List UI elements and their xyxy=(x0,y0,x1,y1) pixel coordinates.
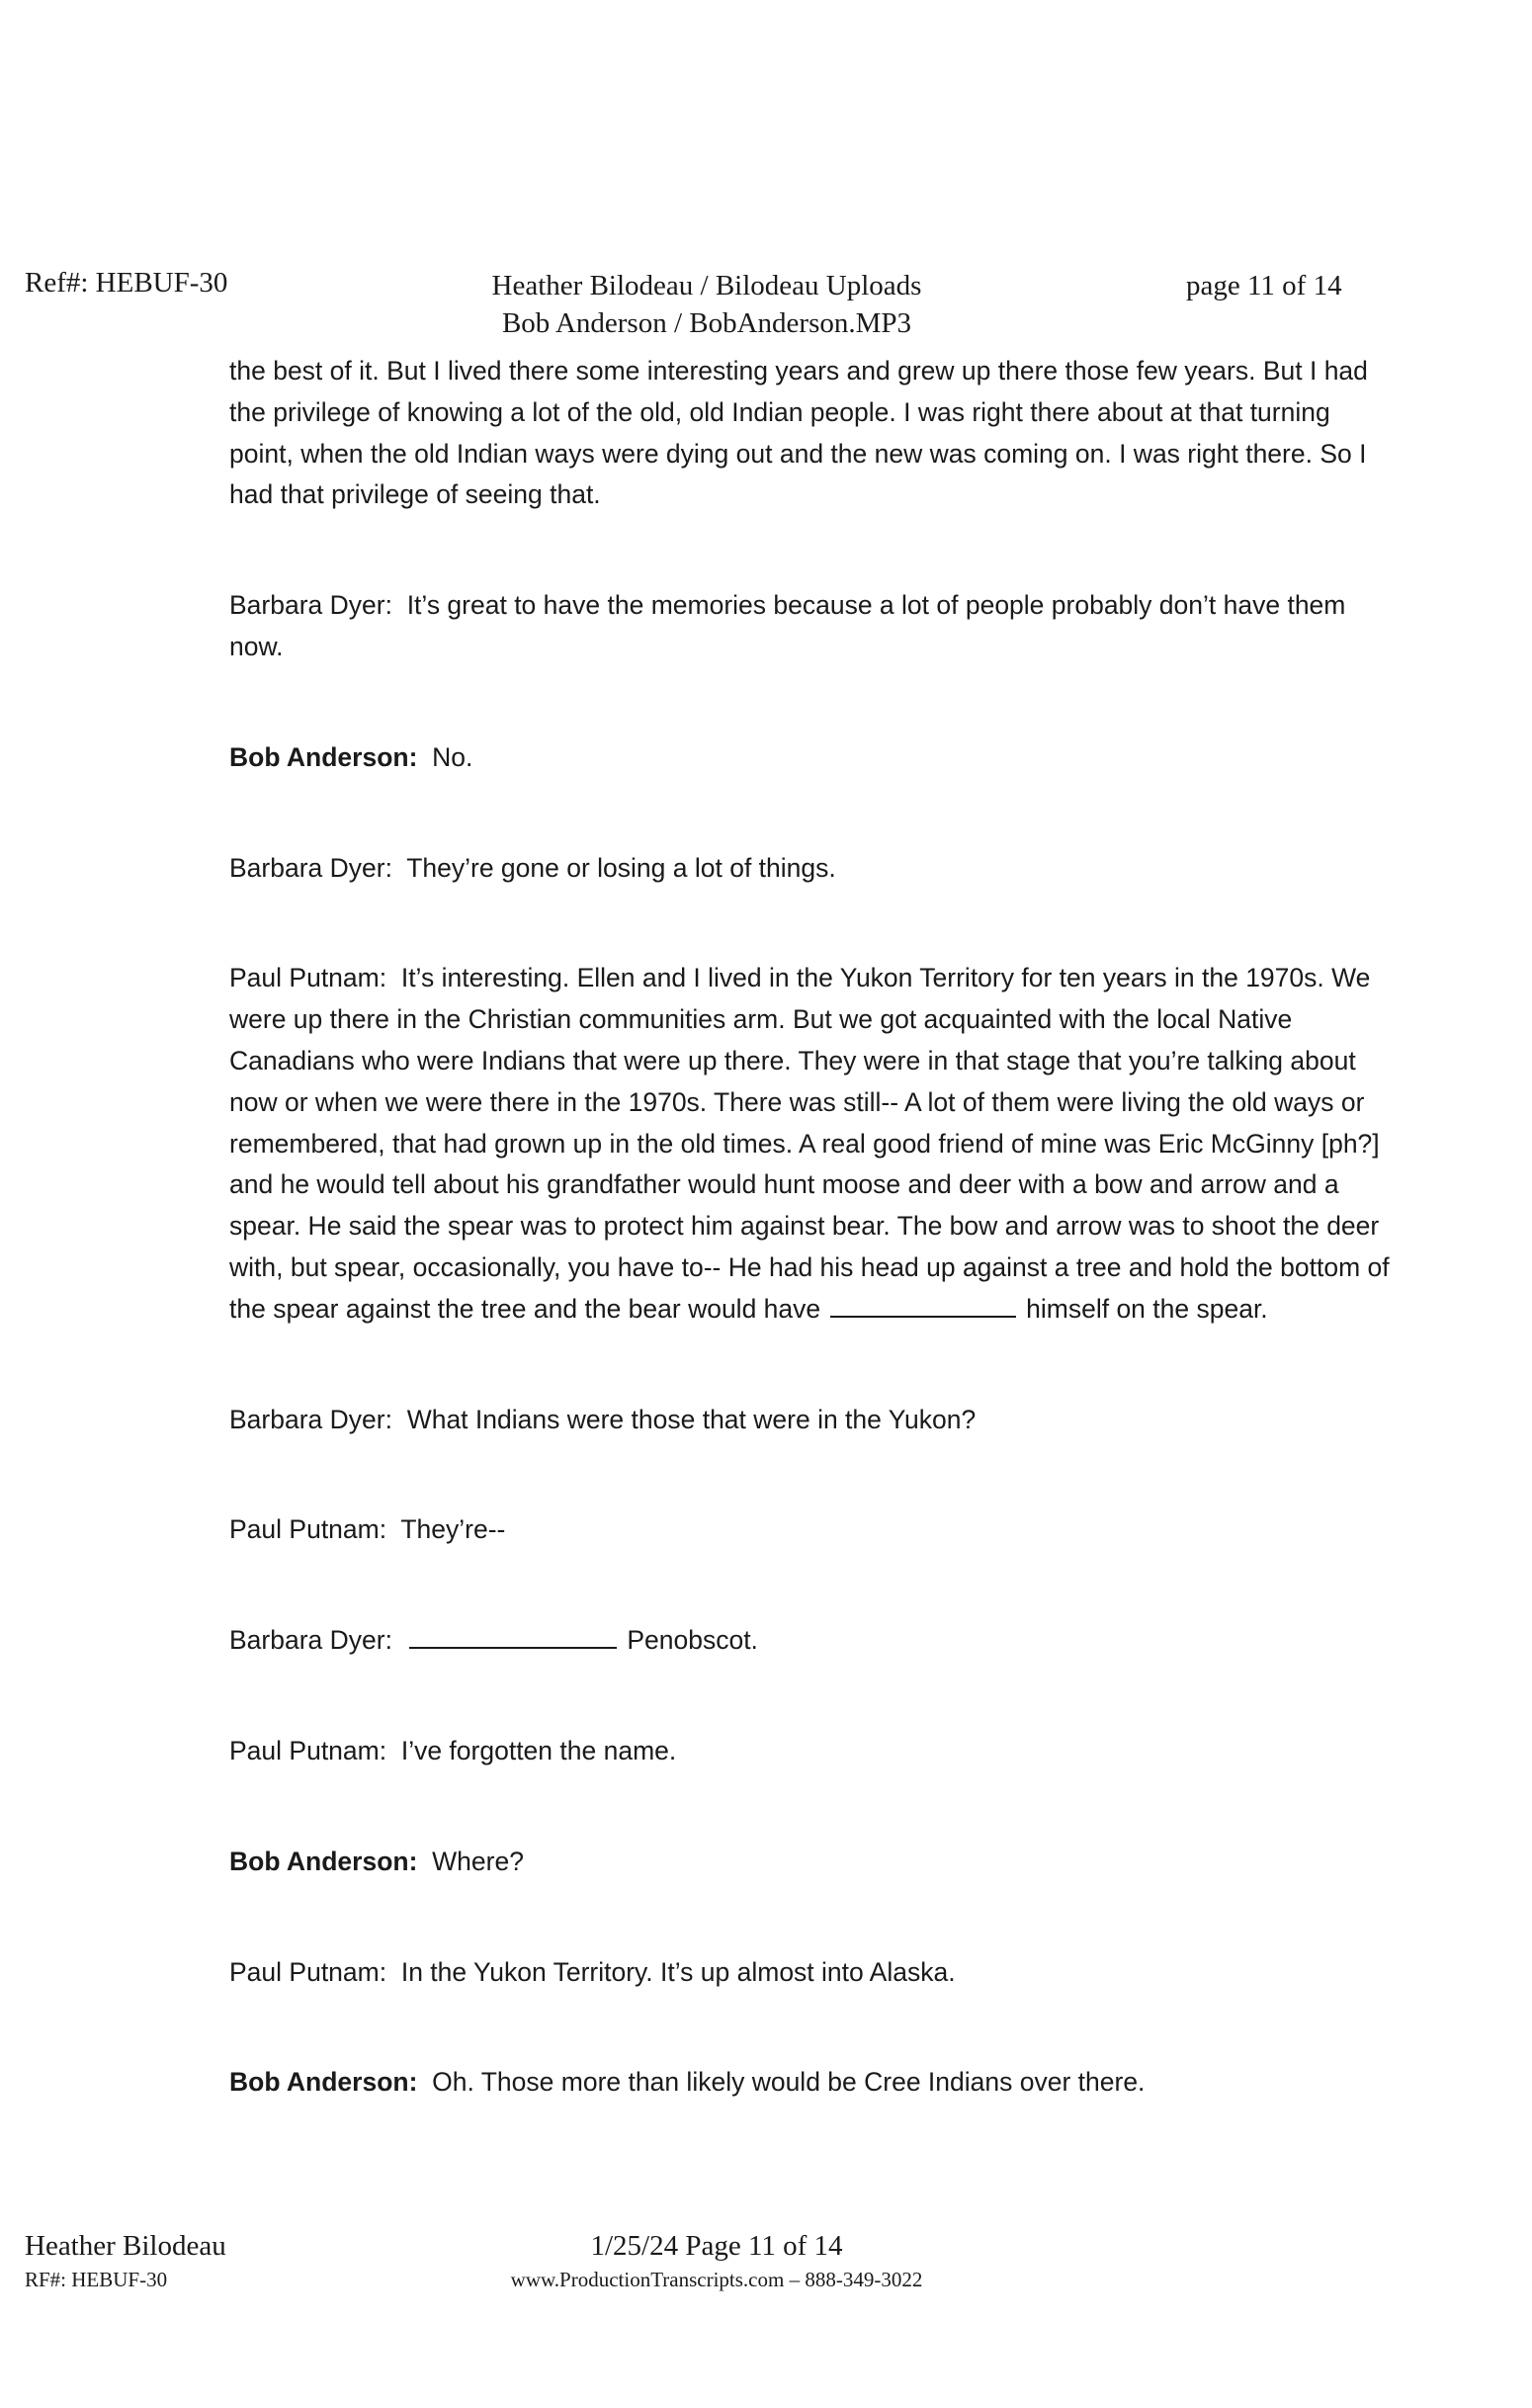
transcript-paragraph xyxy=(229,351,1396,516)
inaudible-blank xyxy=(409,1646,617,1649)
paragraph-text: Oh. Those more than likely would be Cree Indians over there. xyxy=(432,2067,1146,2098)
paragraph-text: It’s great to have the memories because a lot of people probably don’t have them now. xyxy=(229,590,1346,661)
speaker-label: Paul Putnam: xyxy=(229,1514,387,1545)
speaker-label: Paul Putnam: xyxy=(229,1735,387,1765)
footer-center xyxy=(455,2229,979,2296)
transcript-paragraph xyxy=(229,1509,1396,1551)
transcript-body xyxy=(229,351,1396,2173)
header-title-line2: Bob Anderson / BobAnderson.MP3 xyxy=(501,307,912,339)
footer-left xyxy=(25,2229,226,2296)
speaker-label: Bob Anderson: xyxy=(229,1846,418,1876)
transcript-paragraph xyxy=(229,585,1396,668)
paragraph-text: the best of it. But I lived there some interesting years and grew up there those few years. But I had the privilege of knowing a lot of the old, old Indian people. I was right there about at that turning point, when the old Indian ways were dying out and the new was coming on. I was right there. So I had that privilege of seeing that. xyxy=(229,356,1368,510)
speaker-label: Paul Putnam: xyxy=(229,963,387,993)
paragraph-text: They’re gone or losing a lot of things. xyxy=(406,852,836,883)
paragraph-text: I’ve forgotten the name. xyxy=(400,1735,677,1765)
inaudible-blank xyxy=(830,1315,1016,1318)
transcript-paragraph xyxy=(229,1400,1396,1441)
paragraph-text: In the Yukon Territory. It’s up almost into Alaska. xyxy=(400,1956,956,1987)
footer-date-page: 1/25/24 Page 11 of 14 xyxy=(590,2230,843,2262)
transcript-paragraph xyxy=(229,958,1396,1330)
transcript-paragraph xyxy=(229,848,1396,890)
speaker-label: Bob Anderson: xyxy=(229,2067,418,2098)
paragraph-text: It’s interesting. Ellen and I lived in the Yukon Territory for ten years in the 1970s. We were up there in the Christian communities arm. But we got acquainted with the local Native Canadians who were Indians that were up there. They were in that stage that you’re talking about now or when we were there in the 1970s. There was still-- A lot of them were living the old ways or remembered, that had grown up in the old times. A real good friend of mine was Eric McGinny [ph?] and he would tell about his grandfather would hunt moose and deer with a bow and arrow and a spear. He said the spear was to protect him against bear. The bow and arrow was to shoot the deer with, but spear, occasionally, you have to-- He had his head up against a tree and hold the bottom of the spear against the tree and the bear would have xyxy=(229,963,1390,1324)
transcript-paragraph xyxy=(229,1842,1396,1883)
speaker-label: Barbara Dyer: xyxy=(229,590,392,621)
speaker-label: Barbara Dyer: xyxy=(229,852,392,883)
footer-website: www.ProductionTranscripts.com – 888-349-3022 xyxy=(510,2268,923,2291)
transcript-paragraph xyxy=(229,1731,1396,1772)
transcript-paragraph xyxy=(229,2062,1396,2104)
speaker-label: Paul Putnam: xyxy=(229,1956,387,1987)
paragraph-text-after-blank: himself on the spear. xyxy=(1026,1293,1268,1324)
header-ref: Ref#: HEBUF-30 xyxy=(25,267,228,299)
footer-ref: RF#: HEBUF-30 xyxy=(25,2268,168,2291)
header-title-line1: Heather Bilodeau / Bilodeau Uploads xyxy=(491,270,922,301)
transcript-paragraph xyxy=(229,737,1396,779)
speaker-label: Barbara Dyer: xyxy=(229,1625,392,1656)
paragraph-text: No. xyxy=(432,741,473,772)
speaker-label: Bob Anderson: xyxy=(229,741,418,772)
transcript-paragraph xyxy=(229,1952,1396,1994)
header-page-number: page 11 of 14 xyxy=(1186,270,1342,301)
speaker-label: Barbara Dyer: xyxy=(229,1404,392,1434)
paragraph-text: They’re-- xyxy=(400,1514,506,1545)
paragraph-text-after-blank: Penobscot. xyxy=(627,1625,758,1656)
header-title xyxy=(460,267,954,342)
footer-name: Heather Bilodeau xyxy=(25,2230,226,2262)
paragraph-text: What Indians were those that were in the Yukon? xyxy=(406,1404,977,1434)
transcript-paragraph xyxy=(229,1620,1396,1662)
paragraph-text: Where? xyxy=(432,1846,524,1876)
